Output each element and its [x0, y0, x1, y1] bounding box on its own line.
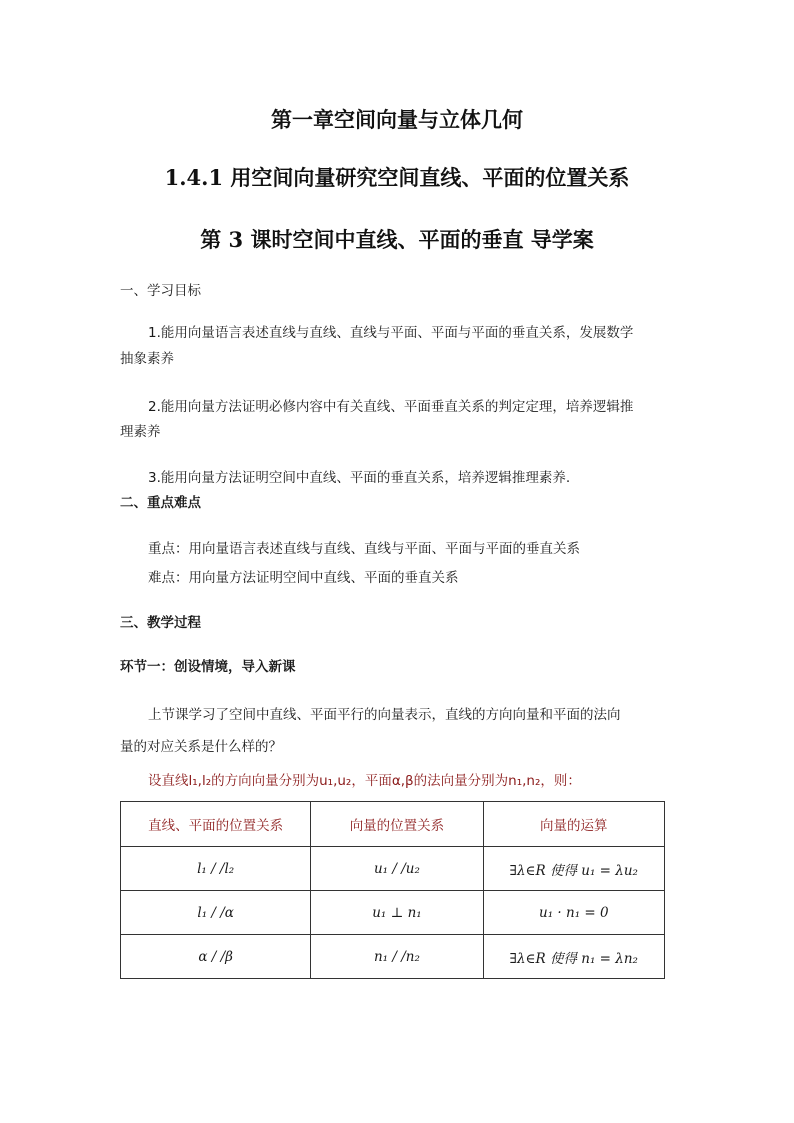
table-header-cell: 向量的运算	[483, 802, 664, 847]
goal-1-line-2: 抽象素养	[120, 351, 174, 367]
lesson-title: 第 3 课时空间中直线、平面的垂直 导学案	[200, 227, 594, 252]
process-heading: 三、教学过程	[120, 615, 201, 631]
table-cell: u₁ · n₁ = 0	[483, 891, 664, 935]
key-point: 重点：用向量语言表述直线与直线、直线与平面、平面与平面的垂直关系	[148, 541, 580, 557]
table-cell: l₁ / /l₂	[121, 847, 311, 891]
goals-heading: 一、学习目标	[120, 283, 201, 299]
table-cell: n₁ / /n₂	[311, 935, 483, 979]
goal-2-line-1: 2.能用向量方法证明必修内容中有关直线、平面垂直关系的判定定理，培养逻辑推	[148, 399, 634, 415]
table-header-cell: 向量的位置关系	[311, 802, 483, 847]
table-row	[121, 847, 665, 891]
table-cell: α / /β	[121, 935, 311, 979]
table-cell: u₁ ⊥ n₁	[311, 891, 483, 935]
table-cell: ∃λ∈R 使得 n₁ = λn₂	[483, 935, 664, 979]
table-row	[121, 935, 665, 979]
intro-line-1: 上节课学习了空间中直线、平面平行的向量表示，直线的方向向量和平面的法向	[148, 707, 621, 723]
relation-table	[120, 801, 665, 979]
goal-1-line-1: 1.能用向量语言表述直线与直线、直线与平面、平面与平面的垂直关系，发展数学	[148, 325, 634, 341]
table-cell: ∃λ∈R 使得 u₁ = λu₂	[483, 847, 664, 891]
section-title: 1.4.1 用空间向量研究空间直线、平面的位置关系	[164, 165, 630, 190]
goal-3: 3.能用向量方法证明空间中直线、平面的垂直关系，培养逻辑推理素养.	[148, 470, 571, 486]
step-1-heading: 环节一：创设情境，导入新课	[120, 659, 296, 675]
table-cell: l₁ / /α	[121, 891, 311, 935]
table-row	[121, 891, 665, 935]
key-points-heading: 二、重点难点	[120, 495, 201, 511]
goal-2-line-2: 理素养	[120, 424, 161, 440]
table-header-row	[121, 802, 665, 847]
intro-line-2: 量的对应关系是什么样的？	[120, 739, 282, 755]
setup-statement: 设直线l₁,l₂的方向向量分别为u₁,u₂，平面α,β的法向量分别为n₁,n₂，则：	[148, 773, 581, 789]
chapter-title: 第一章空间向量与立体几何	[271, 107, 523, 132]
table-cell: u₁ / /u₂	[311, 847, 483, 891]
table-header-cell: 直线、平面的位置关系	[121, 802, 311, 847]
difficult-point: 难点：用向量方法证明空间中直线、平面的垂直关系	[148, 570, 459, 586]
